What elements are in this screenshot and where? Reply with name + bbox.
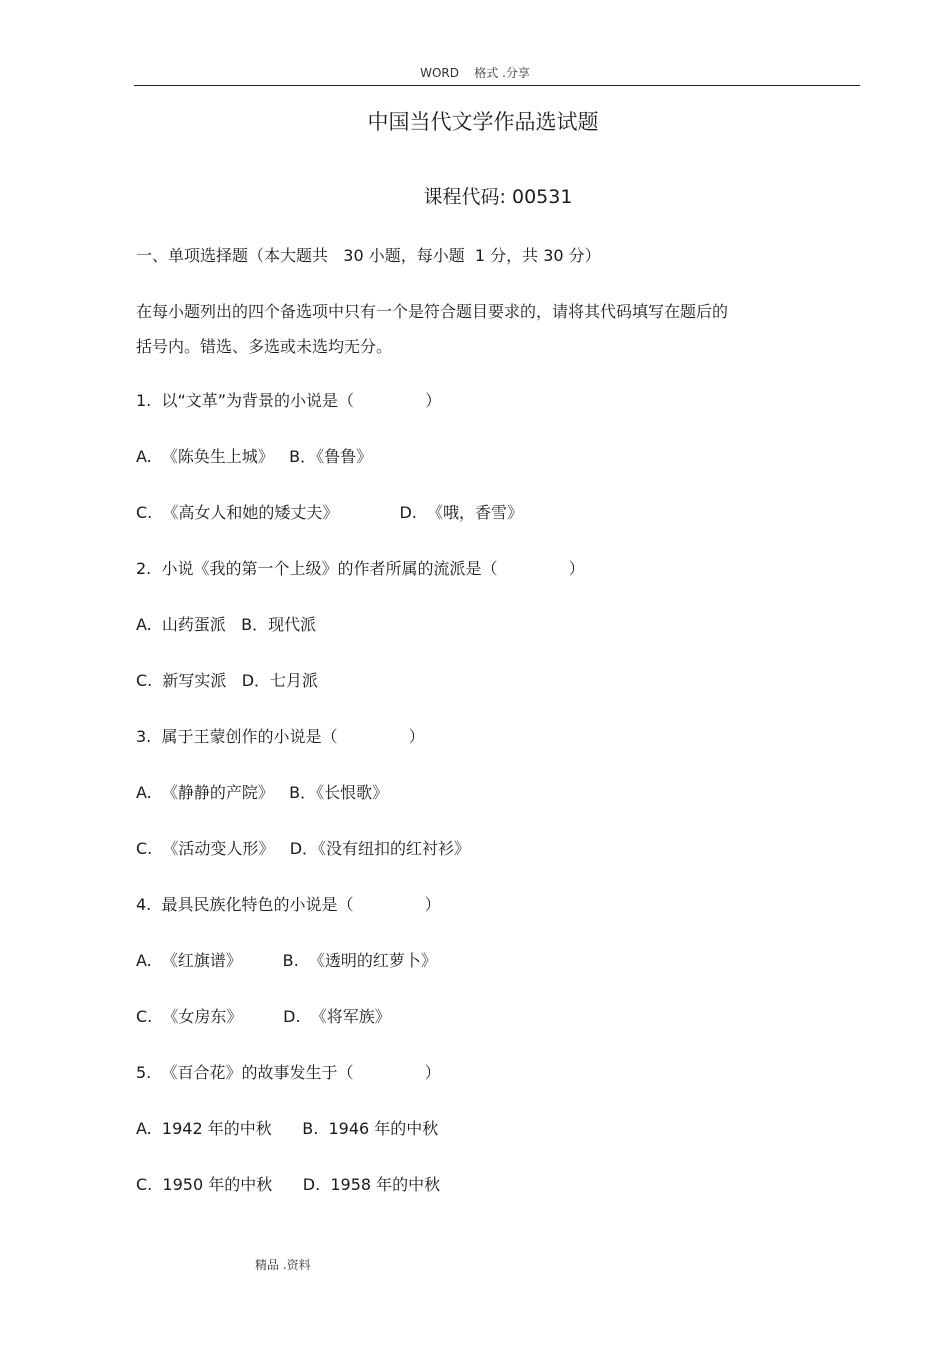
question-stem: 4. 最具民族化特色的小说是（ ） (136, 895, 441, 914)
instruction-line: 括号内。错选、多选或未选均无分。 (136, 337, 393, 356)
question-option: C. 新写实派 D．七月派 (136, 671, 319, 690)
question-option: A. 《红旗谱》 B. 《透明的红萝卜》 (136, 951, 437, 970)
page-footer: 精品 .资料 (255, 1258, 311, 1272)
question-option: C. 《女房东》 D. 《将军族》 (136, 1007, 391, 1026)
question-option: A. 1942 年的中秋 B. 1946 年的中秋 (136, 1119, 439, 1138)
question-stem: 3. 属于王蒙创作的小说是（ ） (136, 727, 425, 746)
question-stem: 1. 以“文革”为背景的小说是（ ） (136, 391, 442, 410)
header-divider (134, 85, 860, 86)
course-code: 课程代码: 00531 (423, 186, 573, 208)
question-option: A. 山药蛋派 B．现代派 (136, 615, 317, 634)
question-option: A. 《陈奂生上城》 B．《鲁鲁》 (136, 447, 373, 466)
question-option: C. 《活动变人形》 D．《没有纽扣的红衬衫》 (136, 839, 471, 858)
question-stem: 5. 《百合花》的故事发生于（ ） (136, 1063, 441, 1082)
question-stem: 2. 小说《我的第一个上级》的作者所属的流派是（ ） (136, 559, 585, 578)
page-header: WORD 格式 .分享 (420, 66, 530, 80)
question-option: A. 《静静的产院》 B．《长恨歌》 (136, 783, 389, 802)
document-title: 中国当代文学作品选试题 (367, 110, 599, 134)
section-heading: 一、单项选择题（本大题共 30 小题，每小题 1 分，共 30 分） (136, 246, 601, 265)
question-option: C. 1950 年的中秋 D. 1958 年的中秋 (136, 1175, 441, 1194)
instruction-line: 在每小题列出的四个备选项中只有一个是符合题目要求的，请将其代码填写在题后的 (136, 302, 729, 321)
question-option: C. 《高女人和她的矮丈夫》 D. 《哦，香雪》 (136, 503, 524, 522)
